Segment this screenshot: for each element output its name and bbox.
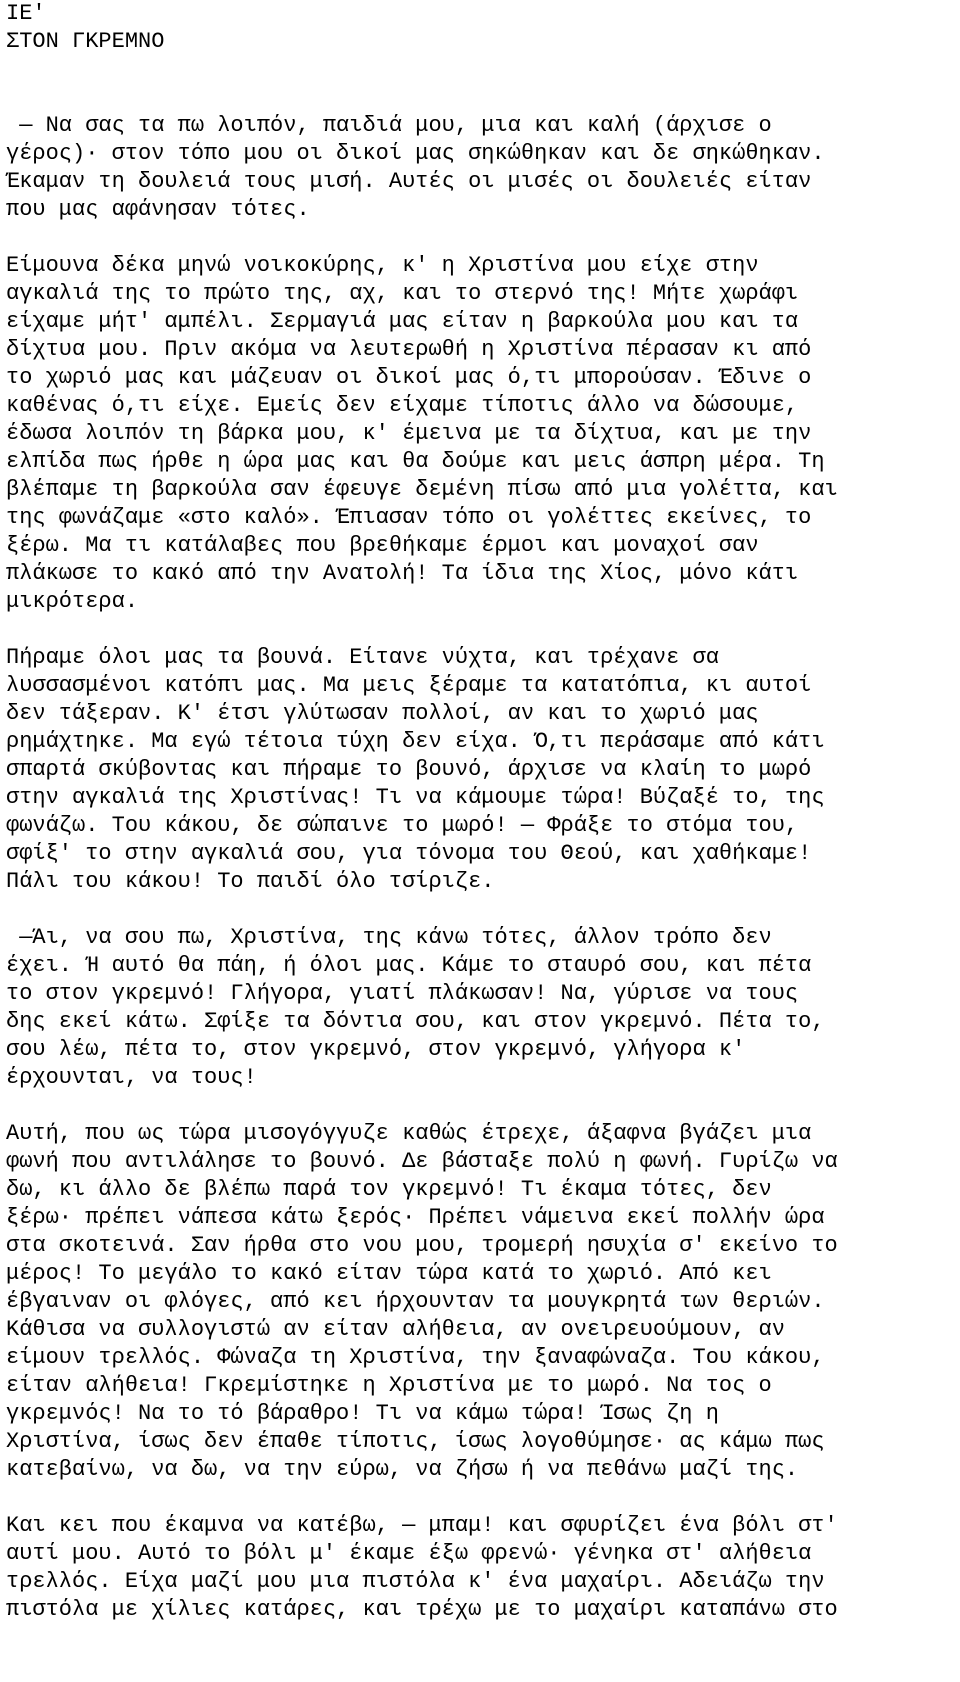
text-line: αγκαλιά της το πρώτο της, αχ, και το στερνό της! Μήτε χωράφι (6, 281, 799, 306)
text-line: βλέπαμε τη βαρκούλα σαν έφευγε δεμένη πίσω από μια γολέττα, και (6, 477, 838, 502)
text-line: το χωριό μας και μάζευαν οι δικοί μας ό,τι μπορούσαν. Έδινε ο (6, 365, 812, 390)
text-line: Έκαμαν τη δουλειά τους μισή. Αυτές οι μισές οι δουλειές είταν (6, 169, 812, 194)
text-line: στα σκοτεινά. Σαν ήρθα στο νου μου, τρομερή ησυχία σ' εκείνο το (6, 1233, 838, 1258)
text-line: το στον γκρεμνό! Γλήγορα, γιατί πλάκωσαν! Να, γύρισε να τους (6, 981, 799, 1006)
text-line: φωνή που αντιλάλησε το βουνό. Δε βάσταξε πολύ η φωνή. Γυρίζω να (6, 1149, 838, 1174)
text-line: πιστόλα με χίλιες κατάρες, και τρέχω με το μαχαίρι καταπάνω στο (6, 1597, 838, 1622)
text-line: μικρότερα. (6, 589, 139, 614)
text-line: Κάθισα να συλλογιστώ αν είταν αλήθεια, αν ονειρευούμουν, αν (6, 1317, 785, 1342)
text-line: λυσσασμένοι κατόπι μας. Μα μεις ξέραμε τα κατατόπια, κι αυτοί (6, 673, 812, 698)
body-text (6, 112, 956, 1624)
text-line: ελπίδα πως ήρθε η ώρα μας και θα δούμε και μεις άσπρη μέρα. Τη (6, 449, 825, 474)
text-line: αυτί μου. Αυτό το βόλι μ' έκαμε έξω φρενώ· γένηκα στ' αλήθεια (6, 1541, 812, 1566)
text-line: δίχτυα μου. Πριν ακόμα να λευτερωθή η Χριστίνα πέρασαν κι από (6, 337, 812, 362)
text-line: δεν τάξεραν. Κ' έτσι γλύτωσαν πολλοί, αν και το χωριό μας (6, 701, 759, 726)
text-line: Πάλι του κάκου! Το παιδί όλο τσίριζε. (6, 869, 495, 894)
paragraph (6, 1512, 956, 1624)
text-line: δης εκεί κάτω. Σφίξε τα δόντια σου, και στον γκρεμνό. Πέτα το, (6, 1009, 825, 1034)
text-line: σου λέω, πέτα το, στον γκρεμνό, στον γκρεμνό, γλήγορα κ' (6, 1037, 746, 1062)
text-line: έρχουνται, να τους! (6, 1065, 257, 1090)
text-line: γέρος)· στον τόπο μου οι δικοί μας σηκώθηκαν και δε σηκώθηκαν. (6, 141, 825, 166)
text-line: ξέρω· πρέπει νάπεσα κάτω ξερός· Πρέπει νάμεινα εκεί πολλήν ώρα (6, 1205, 825, 1230)
paragraph (6, 1120, 956, 1484)
text-line: είταν αλήθεια! Γκρεμίστηκε η Χριστίνα με το μωρό. Να τος ο (6, 1373, 772, 1398)
text-line: —Άι, να σου πω, Χριστίνα, της κάνω τότες, άλλον τρόπο δεν (6, 925, 772, 950)
text-line: είμουν τρελλός. Φώναζα τη Χριστίνα, την ξαναφώναζα. Του κάκου, (6, 1345, 825, 1370)
text-line: Πήραμε όλοι μας τα βουνά. Είτανε νύχτα, και τρέχανε σα (6, 645, 719, 670)
text-line: τρελλός. Είχα μαζί μου μια πιστόλα κ' ένα μαχαίρι. Αδειάζω την (6, 1569, 825, 1594)
text-line: καθένας ό,τι είχε. Εμείς δεν είχαμε τίποτις άλλο να δώσουμε, (6, 393, 799, 418)
text-line: Χριστίνα, ίσως δεν έπαθε τίποτις, ίσως λογοθύμησε· ας κάμω πως (6, 1429, 825, 1454)
text-line: Και κει που έκαμνα να κατέβω, — μπαμ! και σφυρίζει ένα βόλι στ' (6, 1513, 838, 1538)
text-line: δω, κι άλλο δε βλέπω παρά τον γκρεμνό! Τι έκαμα τότες, δεν (6, 1177, 772, 1202)
text-line: ρημάχτηκε. Μα εγώ τέτοια τύχη δεν είχα. Ό,τι περάσαμε από κάτι (6, 729, 825, 754)
text-line: έχει. Ή αυτό θα πάη, ή όλοι μας. Κάμε το σταυρό σου, και πέτα (6, 953, 812, 978)
text-line: φωνάζω. Του κάκου, δε σώπαινε το μωρό! — Φράξε το στόμα του, (6, 813, 799, 838)
paragraph (6, 252, 956, 616)
text-line: στην αγκαλιά της Χριστίνας! Τι να κάμουμε τώρα! Βύζαξέ το, της (6, 785, 825, 810)
paragraph (6, 924, 956, 1092)
text-line: κατεβαίνω, να δω, να την εύρω, να ζήσω ή να πεθάνω μαζί της. (6, 1457, 799, 1482)
text-line: έδωσα λοιπόν τη βάρκα μου, κ' έμεινα με τα δίχτυα, και με την (6, 421, 812, 446)
chapter-number: ΙΕ' (6, 1, 46, 26)
text-line: Είμουνα δέκα μηνώ νοικοκύρης, κ' η Χριστίνα μου είχε στην (6, 253, 759, 278)
text-line: σφίξ' το στην αγκαλιά σου, για τόνομα του Θεού, και χαθήκαμε! (6, 841, 812, 866)
text-line: Αυτή, που ως τώρα μισογόγγυζε καθώς έτρεχε, άξαφνα βγάζει μια (6, 1121, 812, 1146)
text-line: της φωνάζαμε «στο καλό». Έπιασαν τόπο οι γολέττες εκείνες, το (6, 505, 812, 530)
paragraph (6, 112, 956, 224)
paragraph (6, 644, 956, 896)
text-line: — Να σας τα πω λοιπόν, παιδιά μου, μια και καλή (άρχισε ο (6, 113, 772, 138)
text-line: μέρος! Το μεγάλο το κακό είταν τώρα κατά το χωριό. Από κει (6, 1261, 772, 1286)
document-page (6, 0, 956, 1652)
text-line: γκρεμνός! Να το τό βάραθρο! Τι να κάμω τώρα! Ίσως ζη η (6, 1401, 719, 1426)
text-line: σπαρτά σκύβοντας και πήραμε το βουνό, άρχισε να κλαίη το μωρό (6, 757, 812, 782)
chapter-title: ΣΤΟΝ ΓΚΡΕΜΝΟ (6, 29, 165, 54)
text-line: ξέρω. Μα τι κατάλαβες που βρεθήκαμε έρμοι και μοναχοί σαν (6, 533, 759, 558)
text-line: που μας αφάνησαν τότες. (6, 197, 310, 222)
text-line: είχαμε μήτ' αμπέλι. Σερμαγιά μας είταν η βαρκούλα μου και τα (6, 309, 799, 334)
text-line: πλάκωσε το κακό από την Ανατολή! Τα ίδια της Χίος, μόνο κάτι (6, 561, 799, 586)
text-line: έβγαιναν οι φλόγες, από κει ήρχουνταν τα μουγκρητά των θεριών. (6, 1289, 825, 1314)
